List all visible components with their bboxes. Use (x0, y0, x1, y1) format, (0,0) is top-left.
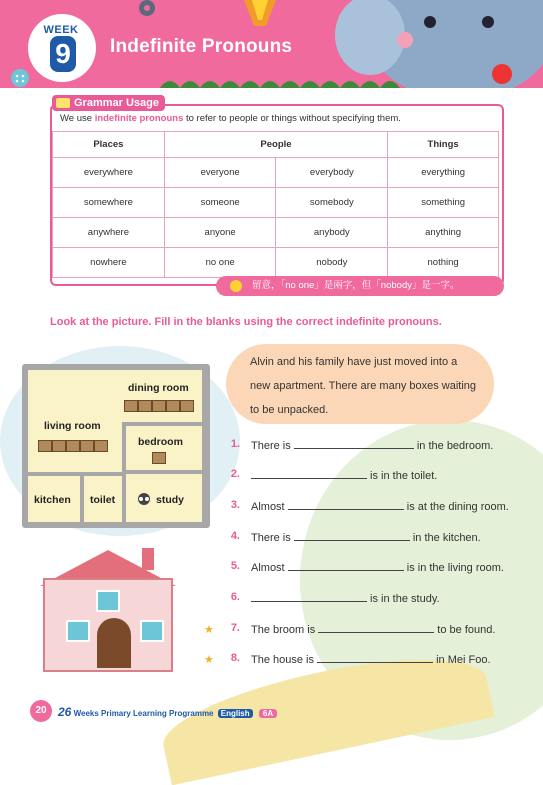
table-row (53, 218, 499, 248)
footer-brand (58, 705, 277, 719)
grammar-tab-label: Grammar Usage (74, 97, 159, 109)
window-icon (140, 620, 164, 642)
question-number: 6. (230, 591, 240, 603)
question-text: in Mei Foo. (433, 654, 491, 666)
table-cell: anything (388, 218, 499, 248)
room-label-kitchen: kitchen (34, 494, 71, 506)
room-label-dining: dining room (128, 382, 189, 394)
week-label: WEEK (43, 24, 79, 36)
intro-highlight: indefinite pronouns (94, 113, 184, 124)
note-banner (216, 276, 504, 296)
pronoun-table (52, 131, 499, 278)
table-cell: anywhere (53, 218, 165, 248)
table-cell: everybody (276, 158, 388, 188)
intro-text-after: to refer to people or things without specifying them. (183, 113, 401, 124)
instruction: Look at the picture. Fill in the blanks using the correct indefinite pronouns. (50, 316, 442, 328)
window-icon (66, 620, 90, 642)
header-people: People (164, 132, 387, 158)
box-icon (94, 440, 108, 452)
question-text: Almost (251, 562, 288, 574)
question-number: 4. (230, 530, 240, 542)
box-icon (180, 400, 194, 412)
question-text: to be found. (434, 624, 496, 636)
question-text: There is (251, 532, 294, 544)
star-icon: ★ (204, 654, 214, 666)
person-icon (136, 492, 152, 506)
table-cell: nowhere (53, 248, 165, 278)
question-text: The broom is (251, 624, 319, 636)
table-cell: anybody (276, 218, 388, 248)
table-cell: somewhere (53, 188, 165, 218)
question-number: 1. (230, 438, 240, 450)
table-cell: something (388, 188, 499, 218)
answer-blank[interactable] (294, 438, 414, 449)
box-icon (152, 400, 166, 412)
question-text: is in the toilet. (367, 470, 438, 482)
box-icon (52, 440, 66, 452)
table-cell: anyone (164, 218, 276, 248)
table-cell: no one (164, 248, 276, 278)
question-text: The house is (251, 654, 318, 666)
box-icon (138, 400, 152, 412)
table-cell: everyone (164, 158, 276, 188)
star-icon: ★ (204, 624, 214, 636)
ticket-icon (56, 98, 70, 108)
room-label-living: living room (44, 420, 101, 432)
question-number: 5. (230, 560, 240, 572)
table-cell: nobody (276, 248, 388, 278)
carrot-icon (240, 0, 280, 30)
page-title: Indefinite Pronouns (110, 36, 293, 57)
room-dining (28, 370, 202, 422)
question-number: 3. (230, 499, 240, 511)
table-cell: nothing (388, 248, 499, 278)
question-text: Almost (251, 501, 288, 513)
note-text: 留意，「no one」是兩字，但「nobody」是一字。 (252, 280, 460, 291)
table-cell: somebody (276, 188, 388, 218)
box-icon (80, 440, 94, 452)
table-header-row (53, 132, 499, 158)
sun-icon (230, 280, 242, 292)
question-text: is in the living room. (403, 562, 504, 574)
answer-blank[interactable] (288, 499, 404, 510)
box-icon (152, 452, 166, 464)
answer-blank[interactable] (251, 591, 367, 602)
grammar-tab (52, 95, 165, 111)
grammar-intro (60, 113, 401, 124)
table-cell: someone (164, 188, 276, 218)
floorplan (22, 364, 210, 528)
button-icon (10, 68, 30, 88)
room-label-study: study (156, 494, 185, 506)
box-icon (66, 440, 80, 452)
answer-blank[interactable] (317, 652, 433, 663)
question-number: 8. (230, 652, 240, 664)
grass-decoration (160, 72, 400, 88)
table-row (53, 188, 499, 218)
question-text: is in the study. (367, 593, 440, 605)
gear-icon (134, 0, 160, 20)
header-places: Places (53, 132, 165, 158)
box-icon (166, 400, 180, 412)
question-text: in the kitchen. (409, 532, 481, 544)
header-things: Things (388, 132, 499, 158)
question-number: 2. (230, 468, 240, 480)
door-icon (97, 618, 131, 668)
answer-blank[interactable] (251, 468, 367, 479)
window-icon (96, 590, 120, 612)
subject-tag: English (218, 709, 253, 718)
answer-blank[interactable] (294, 530, 410, 541)
table-cell: everywhere (53, 158, 165, 188)
answer-blank[interactable] (318, 622, 434, 633)
question-text: in the bedroom. (413, 440, 494, 452)
week-number: 9 (50, 36, 76, 72)
question-text: There is (251, 440, 294, 452)
intro-text-before: We use (60, 113, 95, 124)
grade-tag: 6A (259, 709, 277, 718)
room-label-bedroom: bedroom (138, 436, 183, 448)
story-text: Alvin and his family have just moved into a new apartment. There are many boxes waiting to be unpacked. (250, 356, 477, 416)
box-icon (38, 440, 52, 452)
page-number: 20 (30, 700, 52, 722)
answer-blank[interactable] (288, 560, 404, 571)
brand-number: 26 (58, 705, 72, 719)
table-row (53, 248, 499, 278)
question-text: is at the dining room. (403, 501, 509, 513)
table-cell: everything (388, 158, 499, 188)
question-number: 7. (230, 622, 240, 634)
box-icon (124, 400, 138, 412)
programme-name: Weeks Primary Learning Programme (73, 709, 214, 718)
table-row (53, 158, 499, 188)
room-label-toilet: toilet (90, 494, 116, 506)
